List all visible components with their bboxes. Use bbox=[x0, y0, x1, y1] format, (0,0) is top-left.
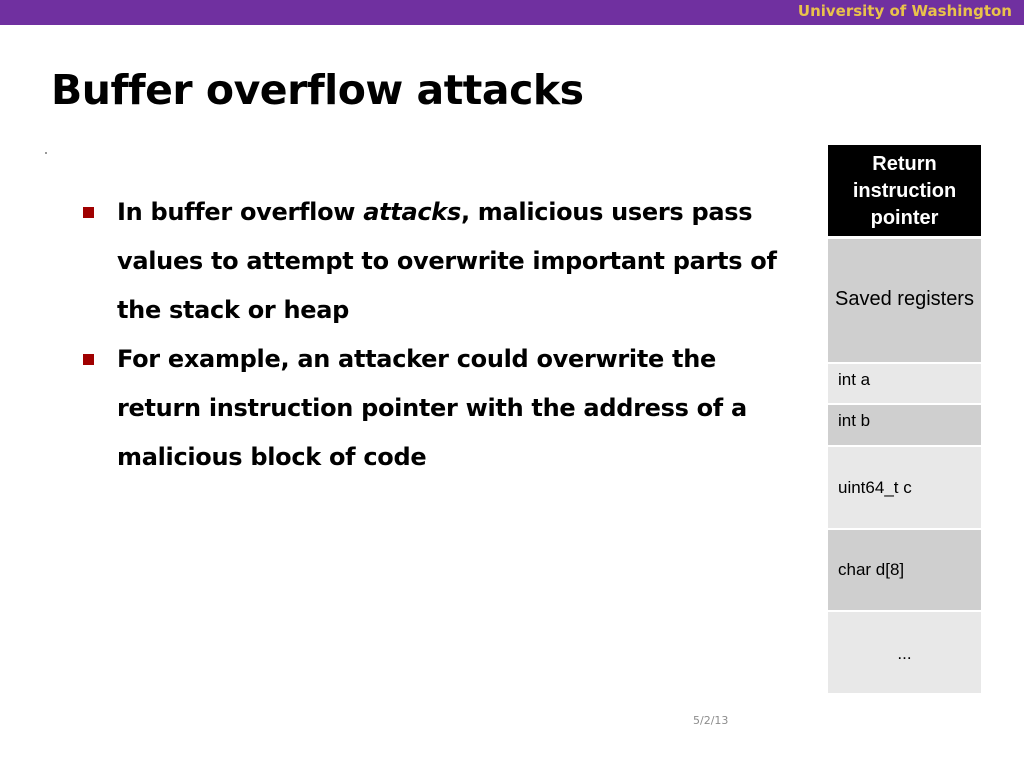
int-a-cell: int a bbox=[828, 364, 981, 403]
char-d-cell: char d[8] bbox=[828, 530, 981, 610]
bullet-item bbox=[80, 188, 780, 335]
bullet-emphasis: attacks bbox=[363, 198, 461, 226]
uint64-c-cell: uint64_t c bbox=[828, 447, 981, 528]
bullet-list bbox=[80, 188, 780, 482]
slide-date: 5/2/13 bbox=[693, 714, 729, 727]
bullet-text-start: In buffer overflow bbox=[117, 198, 364, 226]
int-b-cell: int b bbox=[828, 405, 981, 445]
square-bullet-icon bbox=[83, 354, 94, 365]
ellipsis-cell: ... bbox=[828, 612, 981, 693]
bullet-item bbox=[80, 335, 780, 482]
bullet-text-end: , malicious users pass values to attempt to overwrite important parts of the stack or heap bbox=[117, 198, 777, 324]
institution-label: University of Washington bbox=[797, 2, 1012, 20]
square-bullet-icon bbox=[83, 207, 94, 218]
top-banner bbox=[0, 0, 1024, 25]
return-pointer-cell: Return instruction pointer bbox=[828, 145, 981, 236]
slide-title: Buffer overflow attacks bbox=[51, 66, 584, 114]
saved-registers-cell: Saved registers bbox=[828, 239, 981, 362]
bullet-text: For example, an attacker could overwrite the return instruction pointer with the address of a malicious block of code bbox=[117, 345, 747, 471]
decorative-dot bbox=[45, 152, 47, 154]
